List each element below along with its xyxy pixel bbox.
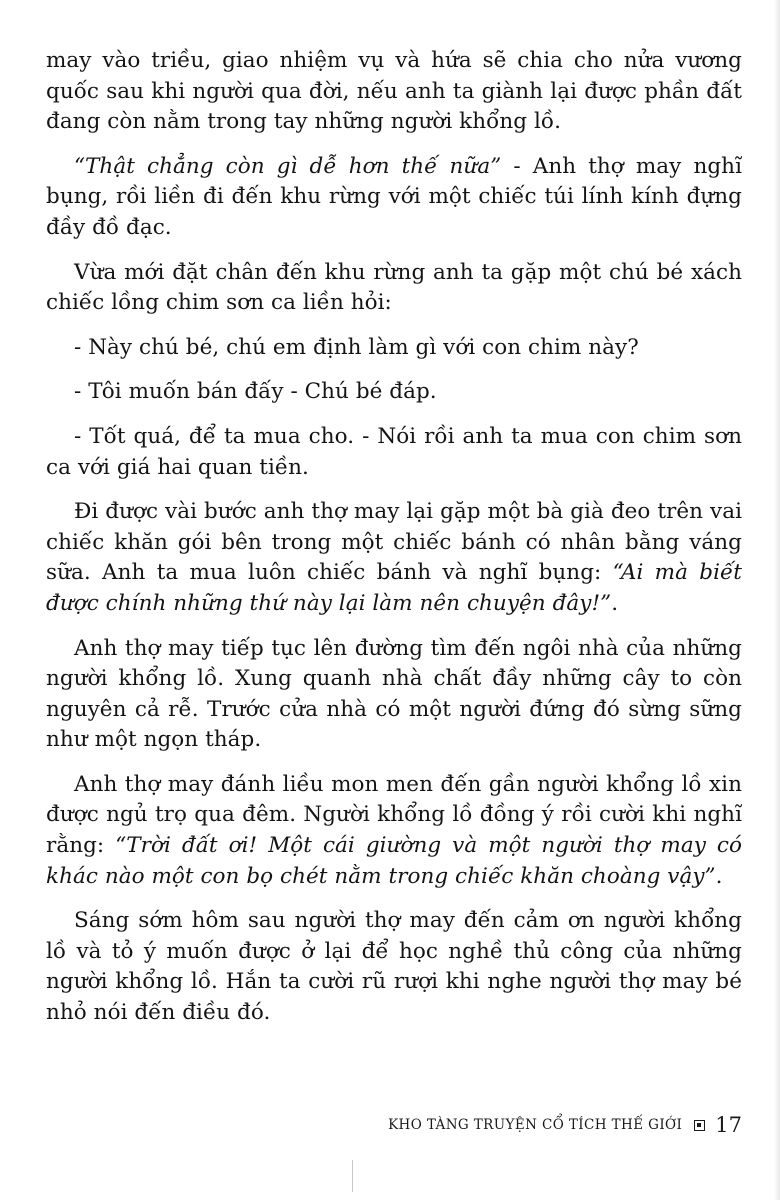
text-run: Vừa mới đặt chân đến khu rừng anh ta gặp một chú bé xách chiếc lồng chim sơn ca liền hỏi: [46, 259, 742, 316]
paragraph [46, 906, 742, 1028]
paragraph [46, 497, 742, 619]
paragraph [46, 770, 742, 892]
square-ornament-icon [694, 1120, 705, 1131]
italic-text-run: “Ai mà biết được chính những thứ này lại làm nên chuyện đây!” [46, 560, 742, 616]
paragraph [46, 422, 742, 483]
paragraph [46, 634, 742, 756]
italic-text-run: “Thật chẳng còn gì dễ hơn thế nữa” [74, 153, 502, 179]
page-edge-shadow [774, 0, 780, 1200]
text-run: - Tôi muốn bán đấy - Chú bé đáp. [74, 379, 437, 405]
text-run: . [715, 863, 723, 889]
text-run: - Tốt quá, để ta mua cho. - Nói rồi anh ta mua con chim sơn ca với giá hai quan tiền. [46, 423, 742, 480]
italic-text-run: “Trời đất ơi! Một cái giường và một người thợ may có khác nào một con bọ chét nằm trong chiếc khăn choàng vậy” [46, 833, 742, 889]
paragraph [46, 258, 742, 319]
text-run: may vào triều, giao nhiệm vụ và hứa sẽ chia cho nửa vương quốc sau khi người qua đời, nếu anh ta giành lại được phần đất đang còn nằm trong tay những người khổng lồ. [46, 48, 742, 135]
text-run: . [611, 590, 619, 616]
text-run: - Này chú bé, chú em định làm gì với con chim này? [74, 334, 639, 360]
text-run: Sáng sớm hôm sau người thợ may đến cảm ơn người khổng lồ và tỏ ý muốn được ở lại để học nghề thủ công của những người khổng lồ. Hắn ta cười rũ rượi khi nghe người thợ may bé nhỏ nói đến điều đó. [46, 908, 742, 1026]
paragraph [46, 377, 742, 408]
text-run: Anh thợ may tiếp tục lên đường tìm đến ngôi nhà của những người khổng lồ. Xung quanh nhà chất đầy những cây to còn nguyên cả rễ. Trước cửa nhà có một người đứng đó sừng sững như một ngọn tháp. [46, 635, 742, 753]
story-text [46, 46, 742, 1043]
paragraph [46, 333, 742, 364]
binding-mark [352, 1160, 353, 1192]
text-run: Anh thợ may đánh liều mon men đến gần người khổng lồ xin được ngủ trọ qua đêm. Người khổng lồ đồng ý rồi cười khi nghĩ rằng: [46, 771, 742, 859]
text-run: - Anh thợ may nghĩ bụng, rồi liền đi đến khu rừng với một chiếc túi lính kính đựng đầy đồ đạc. [46, 153, 742, 240]
running-title: KHO TÀNG TRUYỆN CỔ TÍCH THẾ GIỚI [388, 1117, 683, 1133]
paragraph [46, 152, 742, 244]
text-run: Đi được vài bước anh thợ may lại gặp một bà già đeo trên vai chiếc khăn gói bên trong một chiếc bánh có nhân bằng váng sữa. Anh ta mua luôn chiếc bánh và nghĩ bụng: [46, 499, 742, 586]
page-footer [350, 1110, 742, 1140]
paragraph [46, 46, 742, 138]
page-number: 17 [715, 1113, 742, 1137]
